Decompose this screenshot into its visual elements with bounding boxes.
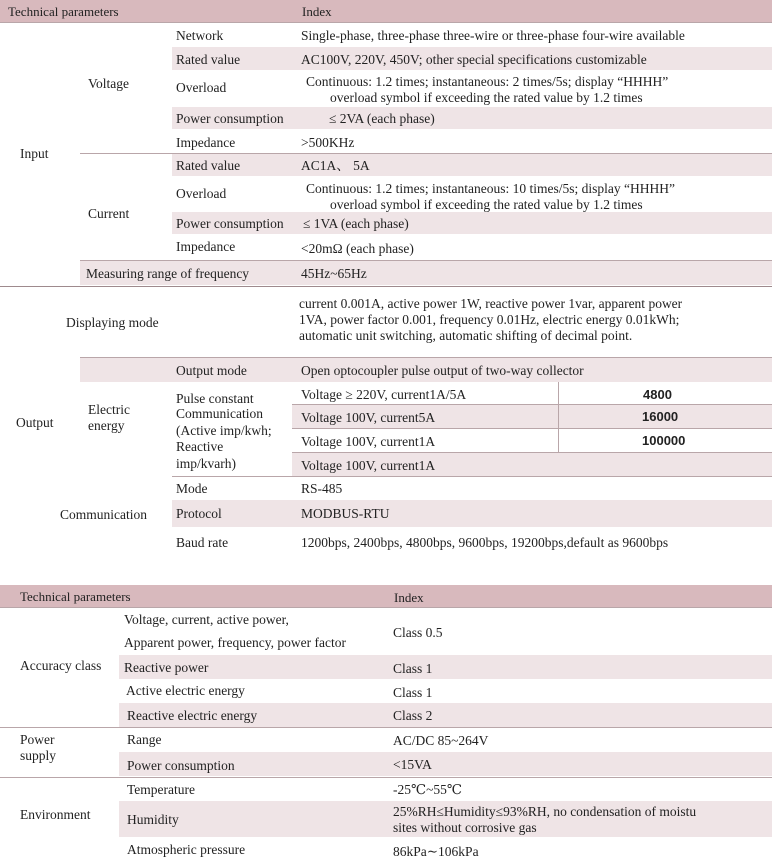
communication-label: Communication: [60, 507, 147, 522]
displaying-mode-line2: 1VA, power factor 0.001, frequency 0.01Hz, electric energy 0.01kWh;: [299, 312, 680, 327]
voltage-rated-value: AC100V, 220V, 450V; other special specifications customizable: [301, 52, 647, 67]
current-overload-line1: Continuous: 1.2 times; instantaneous: 10 times/5s; display “HHHH”: [306, 181, 675, 196]
accuracy-row1-label-1: Voltage, current, active power,: [124, 612, 289, 627]
accuracy-row3-label: Active electric energy: [126, 683, 245, 698]
temperature-value: -25℃~55℃: [393, 782, 463, 797]
displaying-mode-line1: current 0.001A, active power 1W, reactive power 1var, apparent power: [299, 296, 683, 311]
pulse-label-5: imp/kvarh): [176, 456, 236, 471]
humidity-line1: 25%RH≤Humidity≤93%RH, no condensation of moistu: [393, 804, 697, 819]
current-power-value: ≤ 1VA (each phase): [303, 216, 409, 231]
accuracy-row3-value: Class 1: [393, 685, 433, 700]
comm-protocol-value: MODBUS-RTU: [301, 506, 390, 521]
accuracy-row2-value: Class 1: [393, 661, 433, 676]
divider: [0, 607, 772, 608]
voltage-overload-label: Overload: [176, 80, 227, 95]
frequency-value: 45Hz~65Hz: [301, 266, 367, 281]
network-value: Single-phase, three-phase three-wire or three-phase four-wire available: [301, 28, 685, 43]
table1-header-index: Index: [302, 4, 332, 19]
pressure-value: 86kPa∼106kPa: [393, 844, 479, 859]
divider: [0, 286, 772, 287]
accuracy-label: Accuracy class: [20, 658, 102, 673]
divider: [0, 777, 772, 778]
pulse-cond-1: Voltage ≥ 220V, current1A/5A: [301, 387, 467, 402]
divider: [292, 452, 772, 453]
current-impedance-value: <20mΩ (each phase): [301, 241, 414, 256]
divider: [0, 727, 772, 728]
pressure-label: Atmospheric pressure: [127, 842, 246, 857]
accuracy-row4-label: Reactive electric energy: [127, 708, 258, 723]
voltage-overload-line2: overload symbol if exceeding the rated value by 1.2 times: [330, 90, 643, 105]
voltage-power-value: ≤ 2VA (each phase): [329, 111, 435, 126]
pulse-value-2: 16000: [642, 409, 679, 424]
comm-mode-label: Mode: [176, 481, 208, 496]
consumption-value: <15VA: [393, 757, 432, 772]
voltage-rated-label: Rated value: [176, 52, 241, 67]
table2-header-index: Index: [394, 590, 424, 605]
voltage-impedance-label: Impedance: [176, 135, 236, 150]
pulse-label-3: (Active imp/kwh;: [176, 423, 272, 438]
table1-header-params: Technical parameters: [8, 4, 119, 19]
divider: [80, 260, 772, 261]
network-label: Network: [176, 28, 224, 43]
shade-protocol: [172, 500, 772, 527]
power-supply-label-2: supply: [20, 748, 57, 763]
current-rated-value: AC1A、 5A: [301, 158, 370, 173]
table2-header-params: Technical parameters: [20, 589, 131, 604]
current-label: Current: [88, 206, 130, 221]
frequency-label: Measuring range of frequency: [86, 266, 250, 281]
pulse-value-3: 100000: [642, 433, 686, 448]
pulse-cond-2: Voltage 100V, current5A: [301, 410, 436, 425]
voltage-impedance-value: >500KHz: [301, 135, 355, 150]
accuracy-row2-label: Reactive power: [124, 660, 209, 675]
current-power-label: Power consumption: [176, 216, 284, 231]
pulse-label-4: Reactive: [176, 439, 224, 454]
voltage-power-label: Power consumption: [176, 111, 284, 126]
shade-reactive-power: [119, 655, 772, 679]
current-impedance-label: Impedance: [176, 239, 236, 254]
comm-baud-label: Baud rate: [176, 535, 229, 550]
pulse-cond-4: Voltage 100V, current1A: [301, 458, 436, 473]
divider: [80, 357, 772, 358]
humidity-label: Humidity: [127, 812, 179, 827]
current-rated-label: Rated value: [176, 158, 241, 173]
current-overload-line2: overload symbol if exceeding the rated value by 1.2 times: [330, 197, 643, 212]
output-mode-value: Open optocoupler pulse output of two-way collector: [301, 363, 584, 378]
accuracy-row1-value: Class 0.5: [393, 625, 443, 640]
voltage-label: Voltage: [88, 76, 129, 91]
accuracy-row1-label-2: Apparent power, frequency, power factor: [124, 635, 346, 650]
displaying-mode-label: Displaying mode: [66, 315, 159, 330]
divider: [0, 22, 772, 23]
power-supply-label-1: Power: [20, 732, 55, 747]
input-label: Input: [20, 146, 49, 161]
humidity-line2: sites without corrosive gas: [393, 820, 537, 835]
range-value: AC/DC 85~264V: [393, 733, 489, 748]
pulse-cond-3: Voltage 100V, current1A: [301, 434, 436, 449]
divider: [558, 382, 559, 452]
electric-energy-label-2: energy: [88, 418, 125, 433]
divider: [292, 404, 772, 405]
divider: [80, 153, 772, 154]
pulse-label-1: Pulse constant: [176, 391, 254, 406]
pulse-label-2: Communication: [176, 406, 263, 421]
shade-current-rated: [172, 153, 772, 176]
output-mode-label: Output mode: [176, 363, 247, 378]
consumption-label: Power consumption: [127, 758, 235, 773]
accuracy-row4-value: Class 2: [393, 708, 433, 723]
comm-protocol-label: Protocol: [176, 506, 222, 521]
voltage-overload-line1: Continuous: 1.2 times; instantaneous: 2 times/5s; display “HHHH”: [306, 74, 669, 89]
comm-baud-value: 1200bps, 2400bps, 4800bps, 9600bps, 19200bps,default as 9600bps: [301, 535, 669, 550]
range-label: Range: [127, 732, 162, 747]
comm-mode-value: RS-485: [301, 481, 343, 496]
pulse-value-1: 4800: [643, 387, 672, 402]
current-overload-label: Overload: [176, 186, 227, 201]
divider: [292, 428, 772, 429]
output-label: Output: [16, 415, 54, 430]
displaying-mode-line3: automatic unit switching, automatic shifting of decimal point.: [299, 328, 633, 343]
electric-energy-label-1: Electric: [88, 402, 130, 417]
temperature-label: Temperature: [127, 782, 196, 797]
environment-label: Environment: [20, 807, 91, 822]
divider: [172, 476, 772, 477]
